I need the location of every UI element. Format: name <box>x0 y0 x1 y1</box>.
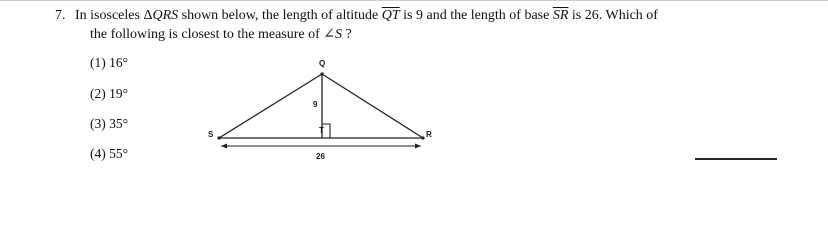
question-text-line-1: In isosceles ΔQRS shown below, the length of altitude $\overline{QT}$ is 9 and the length of base $\overline{SR}$ is 26. Which of <box>75 8 658 23</box>
angle-symbol: ∠ <box>323 27 336 42</box>
choice-2[interactable]: (2) 19° <box>90 86 129 101</box>
triangle-symbol: Δ <box>143 8 153 23</box>
label-r: R <box>426 130 432 139</box>
choice-4[interactable]: (4) 55° <box>90 146 129 161</box>
triangle-name: QRS <box>152 8 179 23</box>
angle-name: S <box>335 27 343 42</box>
dimension-arrow-right <box>415 144 421 149</box>
label-base: 26 <box>316 152 325 161</box>
label-altitude: 9 <box>313 100 318 109</box>
label-t: T <box>319 126 324 135</box>
choice-3[interactable]: (3) 35° <box>90 116 129 131</box>
label-s: S <box>208 130 214 139</box>
label-q: Q <box>319 59 326 68</box>
altitude-segment: $\overline{QT}$ <box>381 8 400 23</box>
side-qr <box>322 74 423 138</box>
question-number: 7. <box>55 8 66 23</box>
answer-blank[interactable] <box>695 158 777 160</box>
base-segment: $\overline{SR}$ <box>552 8 569 23</box>
dimension-arrow-left <box>221 144 227 149</box>
side-sq <box>219 74 322 138</box>
question-text-line-2: the following is closest to the measure of ∠S ? <box>90 27 352 42</box>
choice-1[interactable]: (1) 16° <box>90 55 129 70</box>
